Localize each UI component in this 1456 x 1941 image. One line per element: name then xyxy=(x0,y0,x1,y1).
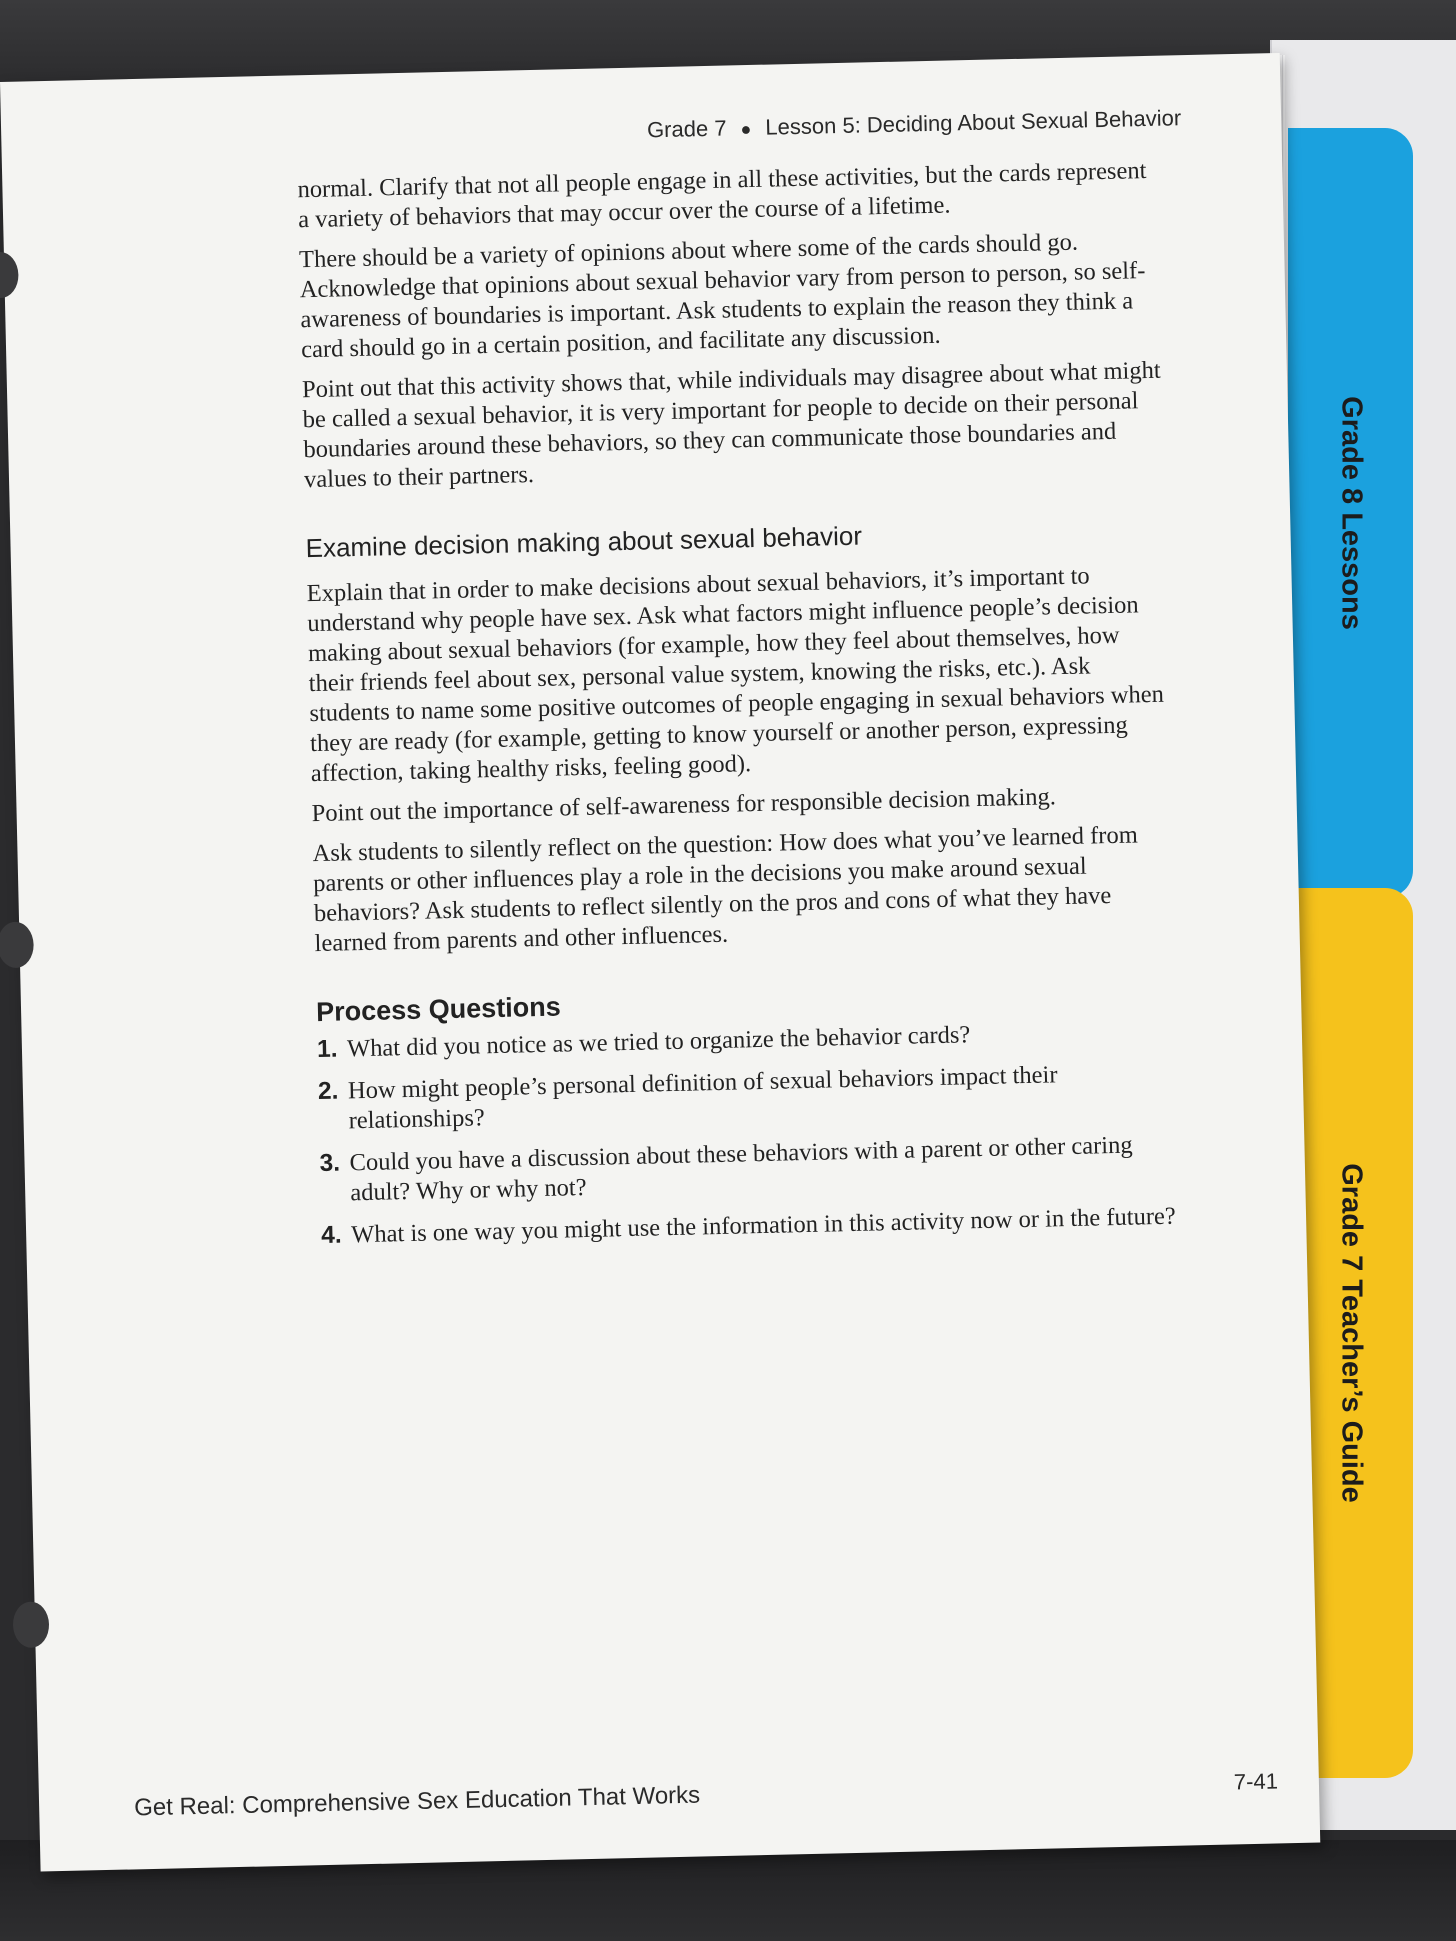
punch-hole xyxy=(0,921,34,968)
paragraph: Point out the importance of self-awareness for responsible decision making. xyxy=(311,783,1057,828)
list-item xyxy=(319,1130,1180,1209)
tab-grade-8-label: Grade 8 Lessons xyxy=(1335,396,1367,630)
paragraph: normal. Clarify that not all people engage in all these activities, but the cards represent a variety of behaviors that may occur over the course of a lifetime. xyxy=(297,157,1147,234)
tab-grade-7-label: Grade 7 Teacher’s Guide xyxy=(1335,1163,1367,1503)
question-text: What did you notice as we tried to organize the behavior cards? xyxy=(346,1021,971,1063)
header-grade: Grade 7 xyxy=(646,115,727,143)
paragraph: There should be a variety of opinions about where some of the cards should go. Acknowledge that opinions about sexual behavior vary from person to person, so self-awareness of boundaries is important. Ask students to explain the reason they think a card should go in a certain position, and facilitate any discussion. xyxy=(298,228,1146,364)
bullet-separator: ● xyxy=(740,118,752,140)
question-text: How might people’s personal definition of sexual behaviors impact their relationships? xyxy=(347,1061,1058,1135)
process-questions-heading: Process Questions xyxy=(315,991,562,1028)
list-item xyxy=(321,1202,1181,1252)
header-lesson: Lesson 5: Deciding About Sexual Behavior xyxy=(765,105,1182,140)
tab-grade-8-lessons[interactable] xyxy=(1288,128,1413,898)
section-heading: Examine decision making about sexual behavior xyxy=(305,520,863,564)
document-page xyxy=(0,53,1320,1872)
question-text: What is one way you might use the information in this activity now or in the future? xyxy=(350,1202,1177,1249)
punch-hole xyxy=(0,252,19,299)
paragraph: Explain that in order to make decisions about sexual behaviors, it’s important to understand why people have sex. Ask what factors might influence people’s decision making about sexual behaviors (for example, how they feel about themselves, how their friends feel about sex, personal value system, knowing the risks, etc.). Ask students to name some positive outcomes of people engaging in sexual behaviors when they are ready (for example, getting to know yourself or another person, expressing affection, taking healthy risks, feeling good). xyxy=(306,562,1165,788)
running-header xyxy=(601,105,1181,144)
question-text: Could you have a discussion about these behaviors with a parent or other caring adult? Why or why not? xyxy=(349,1131,1133,1207)
punch-hole xyxy=(12,1601,49,1648)
process-questions-list xyxy=(317,1016,1182,1251)
body-text xyxy=(297,156,1181,1263)
question-number: 3. xyxy=(319,1149,341,1178)
paragraph: Ask students to silently reflect on the question: How does what you’ve learned from parents or other influences play a role in the decisions you make around sexual behaviors? Ask students to reflect silently on the pros and cons of what they have learned from parents and other influences. xyxy=(312,821,1139,958)
question-number: 2. xyxy=(317,1077,339,1106)
paragraph: Point out that this activity shows that, while individuals may disagree about what might be called a sexual behavior, it is very important for people to decide on their personal boundaries around these behaviors, so they can communicate those boundaries and values to their partners. xyxy=(301,356,1161,494)
list-item xyxy=(318,1058,1179,1137)
page-number: 7-41 xyxy=(1233,1768,1279,1795)
question-number: 4. xyxy=(320,1221,342,1250)
question-number: 1. xyxy=(316,1035,338,1064)
footer-title: Get Real: Comprehensive Sex Education That Works xyxy=(133,1781,701,1822)
